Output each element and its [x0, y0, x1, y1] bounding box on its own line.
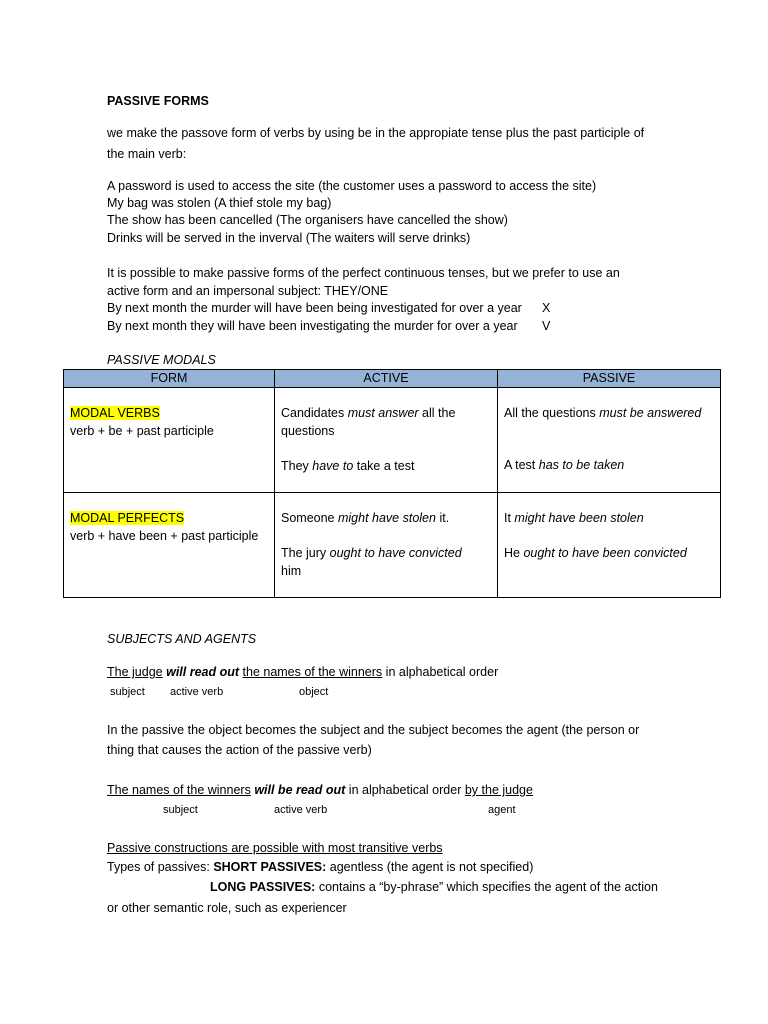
text: It — [504, 511, 515, 525]
active-example-1 — [281, 509, 491, 527]
modal-phrase: must be answered — [599, 406, 702, 420]
semantic-role-line: or other semantic role, such as experiencer — [107, 901, 347, 915]
form-cell — [64, 388, 275, 493]
modal-perfects-label: MODAL PERFECTS — [70, 511, 185, 525]
active-example-2-cont: him — [281, 564, 302, 578]
explanation-line-1: In the passive the object becomes the subject and the subject becomes the agent (the person or — [107, 723, 640, 737]
incorrect-mark: X — [542, 301, 551, 315]
continuous-line-4: By next month they will have been investigating the murder for over a year — [107, 319, 518, 333]
label-active-verb: active verb — [274, 804, 328, 816]
text: contains a “by-phrase” which specifies the agent of the action — [315, 880, 658, 894]
table-header-row — [64, 370, 721, 388]
active-example-1-cont: questions — [281, 424, 335, 438]
header-form: FORM — [64, 370, 275, 388]
long-passives-label: LONG PASSIVES: — [210, 880, 316, 894]
text: Candidates — [281, 406, 348, 420]
example-line-2: My bag was stolen (A thief stole my bag) — [107, 196, 332, 210]
verb-phrase: will read out — [166, 665, 240, 679]
table-row — [64, 493, 721, 598]
header-active: ACTIVE — [275, 370, 498, 388]
modal-phrase: might have stolen — [337, 511, 436, 525]
form-cell — [64, 493, 275, 598]
text: all the — [418, 406, 456, 420]
passive-example-2 — [504, 544, 714, 562]
text: it. — [435, 511, 450, 525]
text: All the questions — [504, 406, 600, 420]
page-title: PASSIVE FORMS — [107, 94, 209, 108]
active-cell — [275, 493, 498, 598]
continuous-line-1: It is possible to make passive forms of the perfect continuous tenses, but we prefer to use an — [107, 266, 620, 280]
modal-verbs-label: MODAL VERBS — [70, 406, 160, 420]
text: He — [504, 546, 524, 560]
short-passives-line — [107, 859, 533, 875]
label-object: object — [299, 686, 329, 698]
text: in alphabetical order — [382, 665, 499, 679]
intro-line-2: the main verb: — [107, 147, 187, 161]
text: Types of passives: — [107, 860, 214, 874]
modal-phrase: might have been stolen — [514, 511, 644, 525]
text: A test — [504, 458, 539, 472]
label-agent: agent — [488, 804, 516, 816]
passive-cell — [498, 388, 721, 493]
verb-phrase: will be read out — [254, 783, 346, 797]
transitive-note: Passive constructions are possible with most transitive verbs — [107, 841, 443, 855]
active-example-2 — [281, 544, 491, 562]
continuous-line-2: active form and an impersonal subject: THEY/ONE — [107, 284, 389, 298]
active-example-1 — [281, 404, 491, 422]
header-passive: PASSIVE — [498, 370, 721, 388]
passive-sentence — [107, 782, 533, 798]
subject-phrase: The judge — [107, 665, 163, 679]
long-passives-line — [210, 879, 658, 895]
passive-modals-table — [63, 369, 721, 598]
intro-line-1: we make the passove form of verbs by using be in the appropiate tense plus the past participle of — [107, 126, 645, 140]
passive-example-1 — [504, 404, 714, 422]
text: agentless (the agent is not specified) — [326, 860, 534, 874]
passive-cell — [498, 493, 721, 598]
modals-heading: PASSIVE MODALS — [107, 353, 216, 367]
text: in alphabetical order — [345, 783, 465, 797]
modal-phrase: must answer — [347, 406, 419, 420]
text: take a test — [353, 459, 415, 473]
text: They — [281, 459, 313, 473]
example-line-4: Drinks will be served in the inverval (The waiters will serve drinks) — [107, 231, 471, 245]
agent-phrase: by the judge — [464, 783, 533, 797]
form-description: verb + be + past participle — [70, 424, 214, 438]
subject-phrase: The names of the winners — [107, 783, 251, 797]
label-subject: subject — [163, 804, 198, 816]
text: The jury — [281, 546, 330, 560]
passive-example-2 — [504, 456, 714, 474]
active-cell — [275, 388, 498, 493]
label-active-verb: active verb — [170, 686, 224, 698]
example-line-1: A password is used to access the site (the customer uses a password to access the site) — [107, 179, 597, 193]
text: Someone — [281, 511, 338, 525]
active-example-2 — [281, 457, 491, 475]
form-description: verb + have been + past participle — [70, 529, 259, 543]
object-phrase: the names of the winners — [242, 665, 383, 679]
modal-phrase: ought to have been convicted — [523, 546, 687, 560]
modal-phrase: has to be taken — [538, 458, 625, 472]
correct-mark: V — [542, 319, 551, 333]
short-passives-label: SHORT PASSIVES: — [213, 860, 327, 874]
continuous-line-3: By next month the murder will have been being investigated for over a year — [107, 301, 522, 315]
modal-phrase: have to — [312, 459, 354, 473]
active-sentence — [107, 664, 498, 680]
agents-heading: SUBJECTS AND AGENTS — [107, 632, 257, 646]
modal-phrase: ought to have convicted — [329, 546, 462, 560]
passive-example-1 — [504, 509, 714, 527]
label-subject: subject — [110, 686, 145, 698]
example-line-3: The show has been cancelled (The organisers have cancelled the show) — [107, 213, 508, 227]
table-row — [64, 388, 721, 493]
explanation-line-2: thing that causes the action of the passive verb) — [107, 743, 372, 757]
